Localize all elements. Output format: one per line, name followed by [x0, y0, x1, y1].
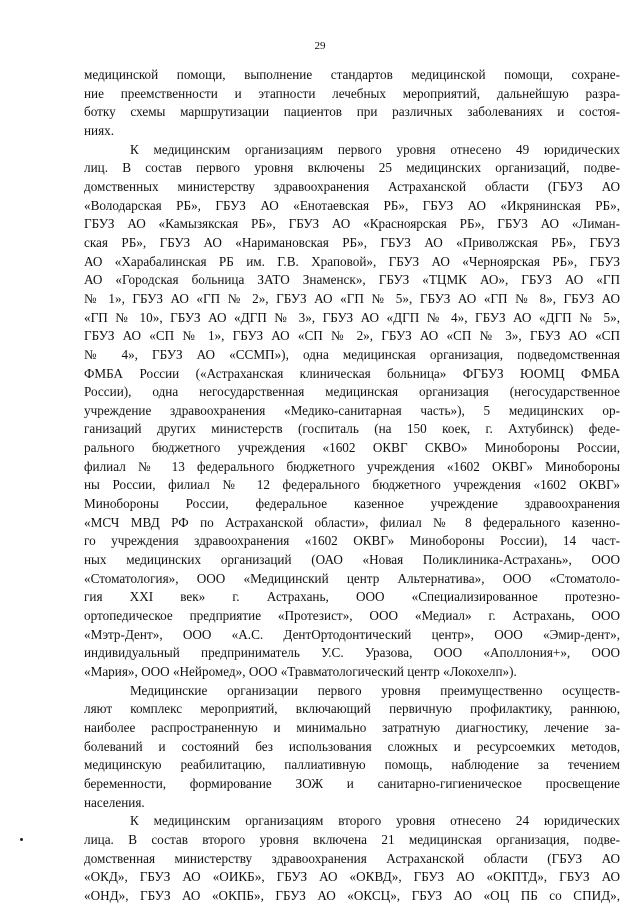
text-line: лиц. В состав первого уровня включены 25 медицинских организаций, подве-: [84, 160, 620, 176]
text-line: «Володарская РБ», ГБУЗ АО «Енотаевская РБ», ГБУЗ АО «Икрянинская РБ»,: [84, 197, 620, 213]
text-line: ФМБА России («Астраханская клиническая больница» ФГБУЗ ЮОМЦ ФМБА: [84, 365, 620, 381]
text-line: ГБУЗ АО «Камызякская РБ», ГБУЗ АО «Красноярская РБ», ГБУЗ АО «Лиман-: [84, 216, 620, 232]
text-line: ных медицинских организаций (ОАО «Новая Поликлиника-Астрахань», ООО: [84, 552, 620, 568]
text-line: ГБУЗ АО «СП № 1», ГБУЗ АО «СП № 2», ГБУЗ АО «СП № 3», ГБУЗ АО «СП: [84, 328, 620, 344]
text-line: ортопедическое предприятие «Протезист», ООО «Медиал» г. Астрахань, ООО: [84, 608, 620, 624]
text-line: лица. В состав второго уровня включена 21 медицинская организация, подве-: [84, 831, 620, 847]
text-line: «ОКД», ГБУЗ АО «ОИКБ», ГБУЗ АО «ОКВД», ГБУЗ АО «ОКПТД», ГБУЗ АО: [84, 869, 620, 885]
text-line: «ГП № 10», ГБУЗ АО «ДГП № 3», ГБУЗ АО «ДГП № 4», ГБУЗ АО «ДГП № 5»,: [84, 309, 620, 325]
text-line: филиал № 13 федерального бюджетного учреждения «1602 ОКВГ» Минобороны: [84, 458, 620, 474]
text-line: домственных министерству здравоохранения Астраханской области (ГБУЗ АО: [84, 178, 620, 194]
text-line: «Мэтр-Дент», ООО «А.С. ДентОртодонтический центр», ООО «Эмир-дент»,: [84, 626, 620, 642]
text-line: медицинскую реабилитацию, паллиативную помощь, наблюдение за течением: [84, 757, 620, 773]
text-line: рального бюджетного учреждения «1602 ОКВГ СКВО» Минобороны России,: [84, 440, 620, 456]
text-line: ны России, филиал № 12 федерального бюджетного учреждения «1602 ОКВГ»: [84, 477, 620, 493]
text-line: Медицинские организации первого уровня преимущественно осуществ-: [130, 682, 620, 698]
text-line: наиболее распространенную и минимально затратную диагностику, лечение за-: [84, 719, 620, 735]
text-line: России), одна негосударственная медицинская организация (негосударственное: [84, 384, 620, 400]
text-line: ляют комплекс мероприятий, включающий первичную профилактику, раннюю,: [84, 701, 620, 717]
text-line: домственная министерству здравоохранения Астраханской области (ГБУЗ АО: [84, 850, 620, 866]
text-line: индивидуальный предприниматель У.С. Уразова, ООО «Аполлония+», ООО: [84, 645, 620, 661]
text-line: населения.: [84, 794, 145, 810]
text-line: «МСЧ МВД РФ по Астраханской области», филиал № 8 федерального казенно-: [84, 514, 620, 530]
text-line: ниях.: [84, 122, 115, 138]
text-line: го учреждения здравоохранения «1602 ОКВГ» Минобороны России), 14 част-: [84, 533, 620, 549]
text-line: К медицинским организациям второго уровня отнесено 24 юридических: [130, 813, 620, 829]
text-line: медицинской помощи, выполнение стандартов медицинской помощи, сохране-: [84, 67, 620, 82]
text-line: «ОНД», ГБУЗ АО «ОКПБ», ГБУЗ АО «ОКСЦ», ГБУЗ АО «ОЦ ПБ со СПИД»,: [84, 887, 620, 903]
text-line: К медицинским организациям первого уровня отнесено 49 юридических: [130, 141, 620, 157]
text-line: «Мария», ООО «Нейромед», ООО «Травматологический центр «Локохелп»).: [84, 664, 517, 679]
text-line: № 1», ГБУЗ АО «ГП № 2», ГБУЗ АО «ГП № 5», ГБУЗ АО «ГП № 8», ГБУЗ АО: [84, 290, 620, 306]
margin-dot: [20, 838, 23, 841]
text-line: болеваний и состояний без использования сложных и ресурсоемких методов,: [84, 738, 620, 754]
text-line: беременности, формирование ЗОЖ и санитарно-гигиеническое просвещение: [84, 775, 620, 791]
text-line: ганизаций других министерств (госпиталь (на 150 коек, г. Ахтубинск) феде-: [84, 421, 620, 437]
text-line: АО «Харабалинская РБ им. Г.В. Храповой», ГБУЗ АО «Черноярская РБ», ГБУЗ: [84, 253, 620, 269]
text-line: «Стоматология», ООО «Медицинский центр Альтернатива», ООО «Стоматоло-: [84, 570, 620, 586]
text-line: Минобороны России, федеральное казенное учреждение здравоохранения: [84, 496, 620, 512]
page-number: 29: [314, 40, 326, 52]
text-line: № 4», ГБУЗ АО «ССМП»), одна медицинская организация, подведомственная: [84, 346, 620, 362]
text-line: ботку схемы маршрутизации пациентов при различных заболеваниях и состоя-: [84, 104, 620, 120]
text-line: гия XXI век» г. Астрахань, ООО «Специализированное протезно-: [84, 589, 620, 605]
text-line: учреждение здравоохранения «Медико-санитарная часть»), 5 медицинских ор-: [84, 402, 620, 418]
text-line: ние преемственности и этапности лечебных мероприятий, дальнейшую разра-: [84, 85, 620, 101]
document-body: [84, 66, 620, 906]
text-line: АО «Городская больница ЗАТО Знаменск», ГБУЗ «ТЦМК АО», ГБУЗ АО «ГП: [84, 272, 620, 288]
text-line: ская РБ», ГБУЗ АО «Наримановская РБ», ГБУЗ АО «Приволжская РБ», ГБУЗ: [84, 234, 620, 250]
